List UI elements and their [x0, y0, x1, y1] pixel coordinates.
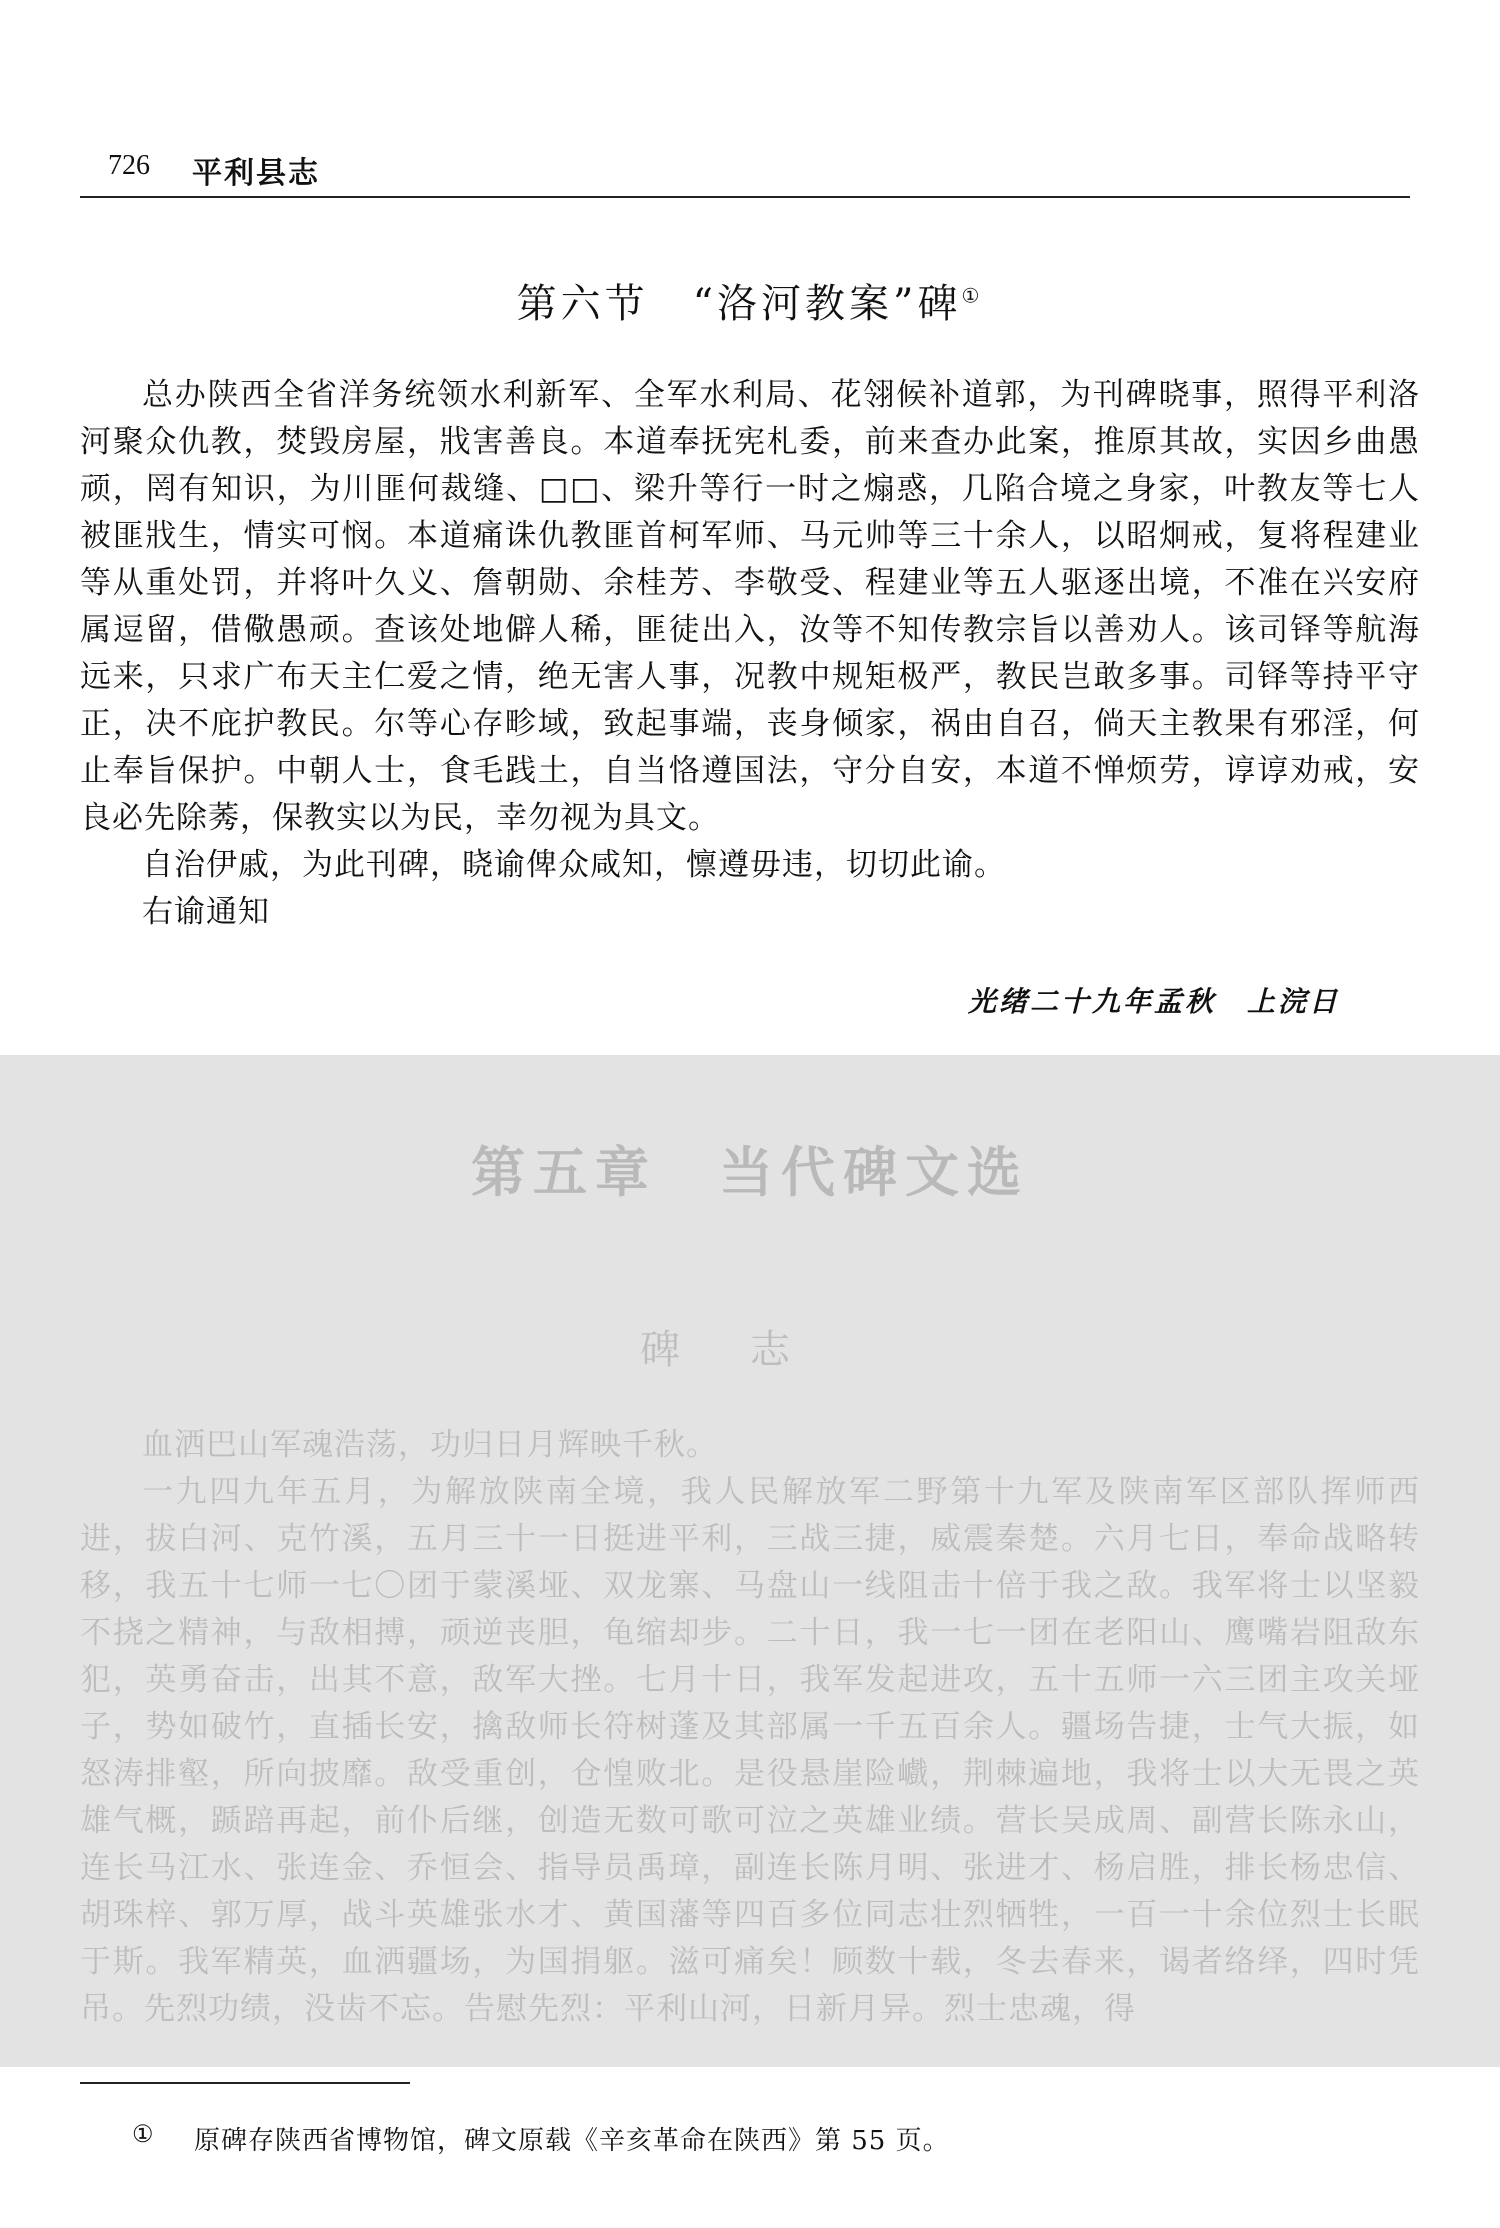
proclamation-paragraph-2: 自治伊戚，为此刊碑，晓谕俾众咸知，懔遵毋违，切切此谕。: [142, 847, 1006, 883]
proclamation-text: [80, 372, 1420, 936]
footnote-text: 原碑存陕西省博物馆，碑文原载《辛亥革命在陕西》第 55 页。: [194, 2126, 950, 2156]
footnote-marker: ①: [132, 2120, 155, 2148]
chapter-title: 第五章 当代碑文选: [471, 1141, 1029, 1204]
section-title-text: 第六节 “洛河教案”碑: [516, 281, 962, 327]
section-title: [0, 272, 1500, 329]
proclamation-date: 光绪二十九年孟秋 上浣日: [967, 985, 1340, 1018]
proclamation-closing: 右谕通知: [142, 894, 270, 930]
page-header: [80, 140, 1410, 198]
memorial-text: [80, 1422, 1420, 2033]
memorial-paragraph-1: 血洒巴山军魂浩荡，功归日月辉映千秋。: [142, 1427, 718, 1463]
page-number: 726: [108, 150, 150, 181]
proclamation-paragraph-1: 总办陕西全省洋务统领水利新军、全军水利局、花翎候补道郭，为刊碑晓事，照得平利洛河聚众仇教，焚毁房屋，戕害善良。本道奉抚宪札委，前来查办此案，推原其故，实因乡曲愚顽，罔有知识，为川匪何裁缝、□□、梁升等行一时之煽惑，几陷合境之身家，叶教友等七人被匪戕生，情实可悯。本道痛诛仇教匪首柯军师、马元帅等三十余人，以昭炯戒，复将程建业等从重处罚，并将叶久义、詹朝勋、余桂芳、李敬受、程建业等五人驱逐出境，不准在兴安府属逗留，借儆愚顽。查该处地僻人稀，匪徒出入，汝等不知传教宗旨以善劝人。该司铎等航海远来，只求广布天主仁爱之情，绝无害人事，况教中规矩极严，教民岂敢多事。司铎等持平守正，决不庇护教民。尔等心存畛域，致起事端，丧身倾家，祸由自召，倘天主教果有邪淫，何止奉旨保护。中朝人士，食毛践土，自当恪遵国法，守分自安，本道不惮烦劳，谆谆劝戒，安良必先除莠，保教实以为民，幸勿视为具文。: [80, 377, 1420, 836]
footnote-reference: ①: [961, 283, 984, 308]
memorial-paragraph-2: 一九四九年五月，为解放陕南全境，我人民解放军二野第十九军及陕南军区部队挥师西进，拔白河、克竹溪，五月三十一日挺进平利，三战三捷，威震秦楚。六月七日，奉命战略转移，我五十七师一七〇团于蒙溪垭、双龙寨、马盘山一线阻击十倍于我之敌。我军将士以坚毅不挠之精神，与敌相搏，顽逆丧胆，龟缩却步。二十日，我一七一团在老阳山、鹰嘴岩阻敌东犯，英勇奋击，出其不意，敌军大挫。七月十日，我军发起进攻，五十五师一六三团主攻关垭子，势如破竹，直插长安，擒敌师长符树蓬及其部属一千五百余人。疆场告捷，士气大振，如怒涛排壑，所向披靡。敌受重创，仓惶败北。是役悬崖险巇，荆棘遍地，我将士以大无畏之英雄气概，踬踣再起，前仆后继，创造无数可歌可泣之英雄业绩。营长吴成周、副营长陈永山，连长马江水、张连金、乔恒会、指导员禹璋，副连长陈月明、张进才、杨启胜，排长杨忠信、胡珠梓、郭万厚，战斗英雄张水才、黄国藩等四百多位同志壮烈牺牲，一百一十余位烈士长眠于斯。我军精英，血洒疆场，为国捐躯。滋可痛矣！顾数十载，冬去春来，谒者络绎，四时凭吊。先烈功绩，没齿不忘。告慰先烈：平利山河，日新月异。烈士忠魂，得: [80, 1474, 1420, 2027]
book-title: 平利县志: [192, 156, 320, 191]
footnote-divider: [80, 2082, 410, 2084]
stele-subtitle: 碑志: [640, 1327, 860, 1373]
